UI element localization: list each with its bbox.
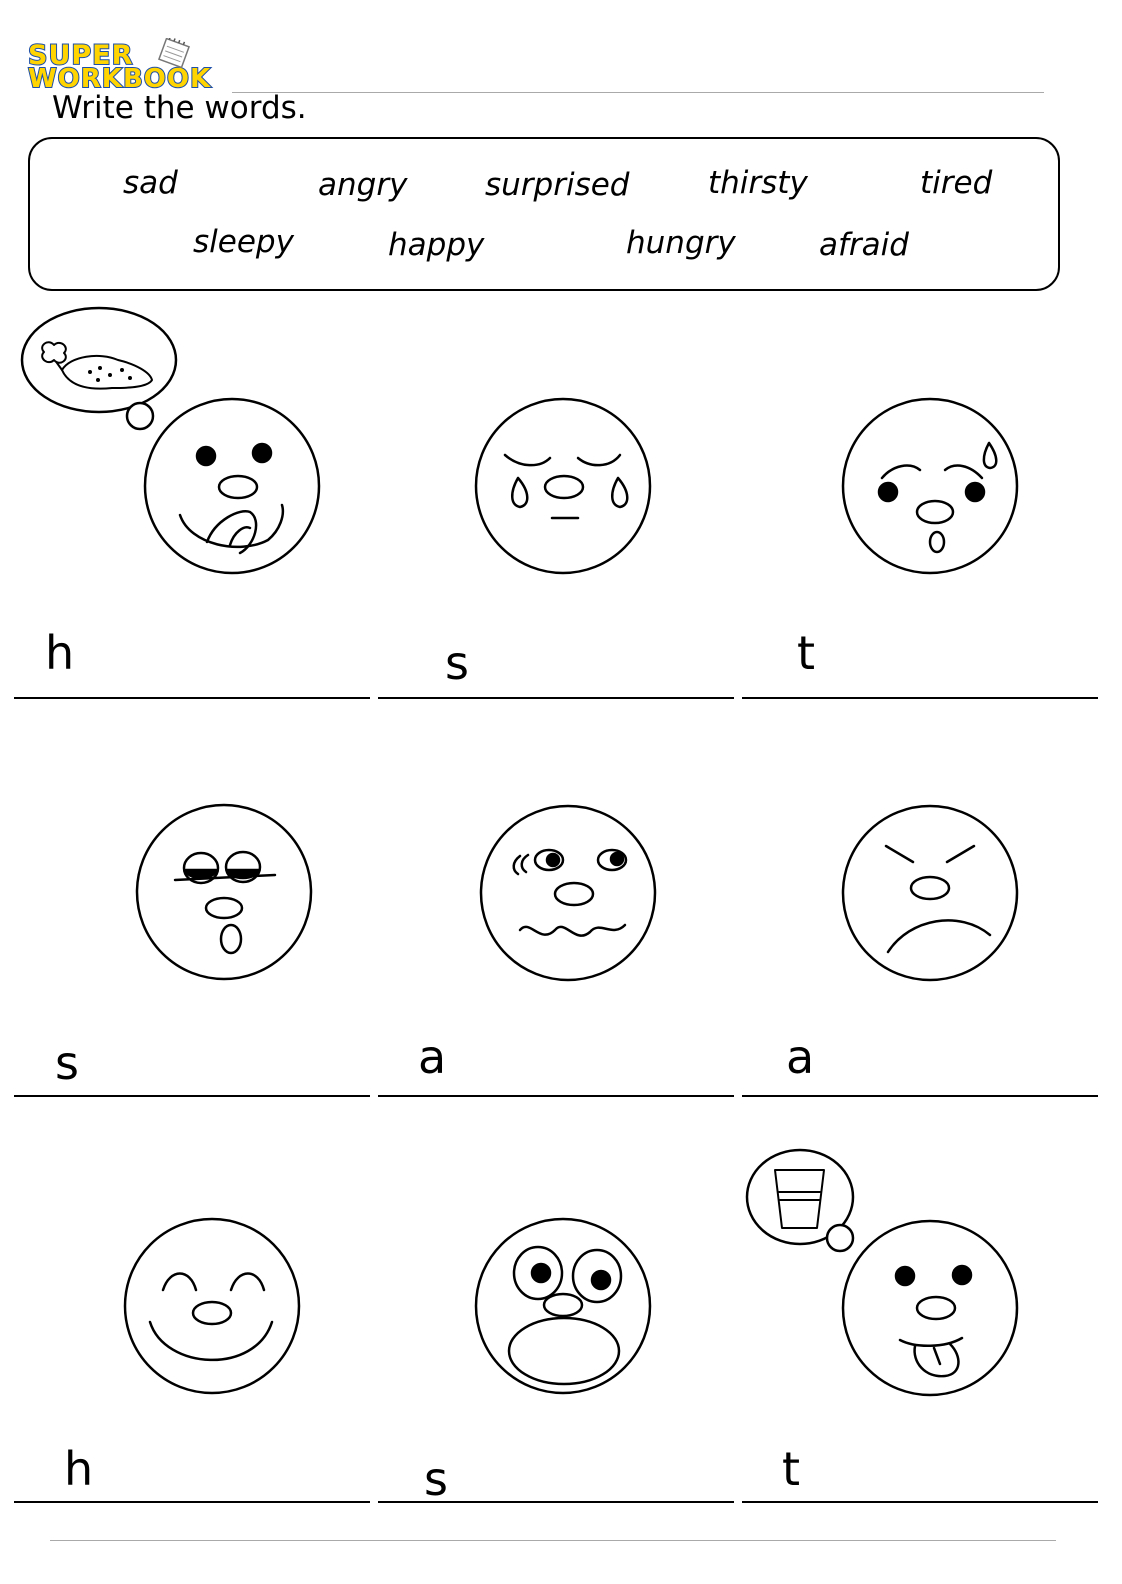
- thirsty-face: [747, 1150, 1017, 1395]
- bank-word: surprised: [485, 167, 630, 203]
- logo-line2: WORKBOOK: [28, 64, 212, 94]
- answer-first-letter: t: [782, 1442, 801, 1496]
- angry-face: [843, 806, 1017, 980]
- bank-word: tired: [920, 165, 993, 201]
- answer-line[interactable]: [378, 1095, 734, 1097]
- answer-first-letter: a: [786, 1030, 815, 1084]
- bank-word: hungry: [626, 225, 736, 261]
- tired-face: [843, 399, 1017, 573]
- answer-line[interactable]: [742, 1501, 1098, 1503]
- answer-line[interactable]: [742, 1095, 1098, 1097]
- answer-first-letter: h: [45, 626, 75, 680]
- afraid-face: [481, 806, 655, 980]
- answer-first-letter: s: [445, 636, 469, 690]
- glass-of-water-icon: [775, 1170, 824, 1228]
- bank-word: angry: [318, 167, 408, 203]
- answer-first-letter: t: [797, 626, 816, 680]
- bank-word: happy: [388, 227, 485, 263]
- answer-line[interactable]: [14, 697, 370, 699]
- answer-line[interactable]: [14, 1501, 370, 1503]
- answer-first-letter: h: [64, 1442, 94, 1496]
- answer-first-letter: a: [418, 1030, 447, 1084]
- happy-face: [125, 1219, 299, 1393]
- answer-line[interactable]: [742, 697, 1098, 699]
- answer-first-letter: s: [424, 1452, 448, 1506]
- bank-word: afraid: [819, 227, 909, 263]
- answer-line[interactable]: [378, 1501, 734, 1503]
- answer-line[interactable]: [14, 1095, 370, 1097]
- instructions: Write the words.: [52, 90, 307, 126]
- bank-word: sleepy: [193, 224, 294, 260]
- surprised-face: [476, 1219, 650, 1393]
- bank-word: thirsty: [708, 165, 808, 201]
- footer-rule: [50, 1540, 1056, 1541]
- logo-line1: SUPER: [28, 40, 134, 71]
- bank-word: sad: [123, 165, 178, 201]
- answer-line[interactable]: [378, 697, 734, 699]
- sleepy-face: [137, 805, 311, 979]
- answer-first-letter: s: [55, 1036, 79, 1090]
- hungry-face: [22, 308, 319, 573]
- sad-face: [476, 399, 650, 573]
